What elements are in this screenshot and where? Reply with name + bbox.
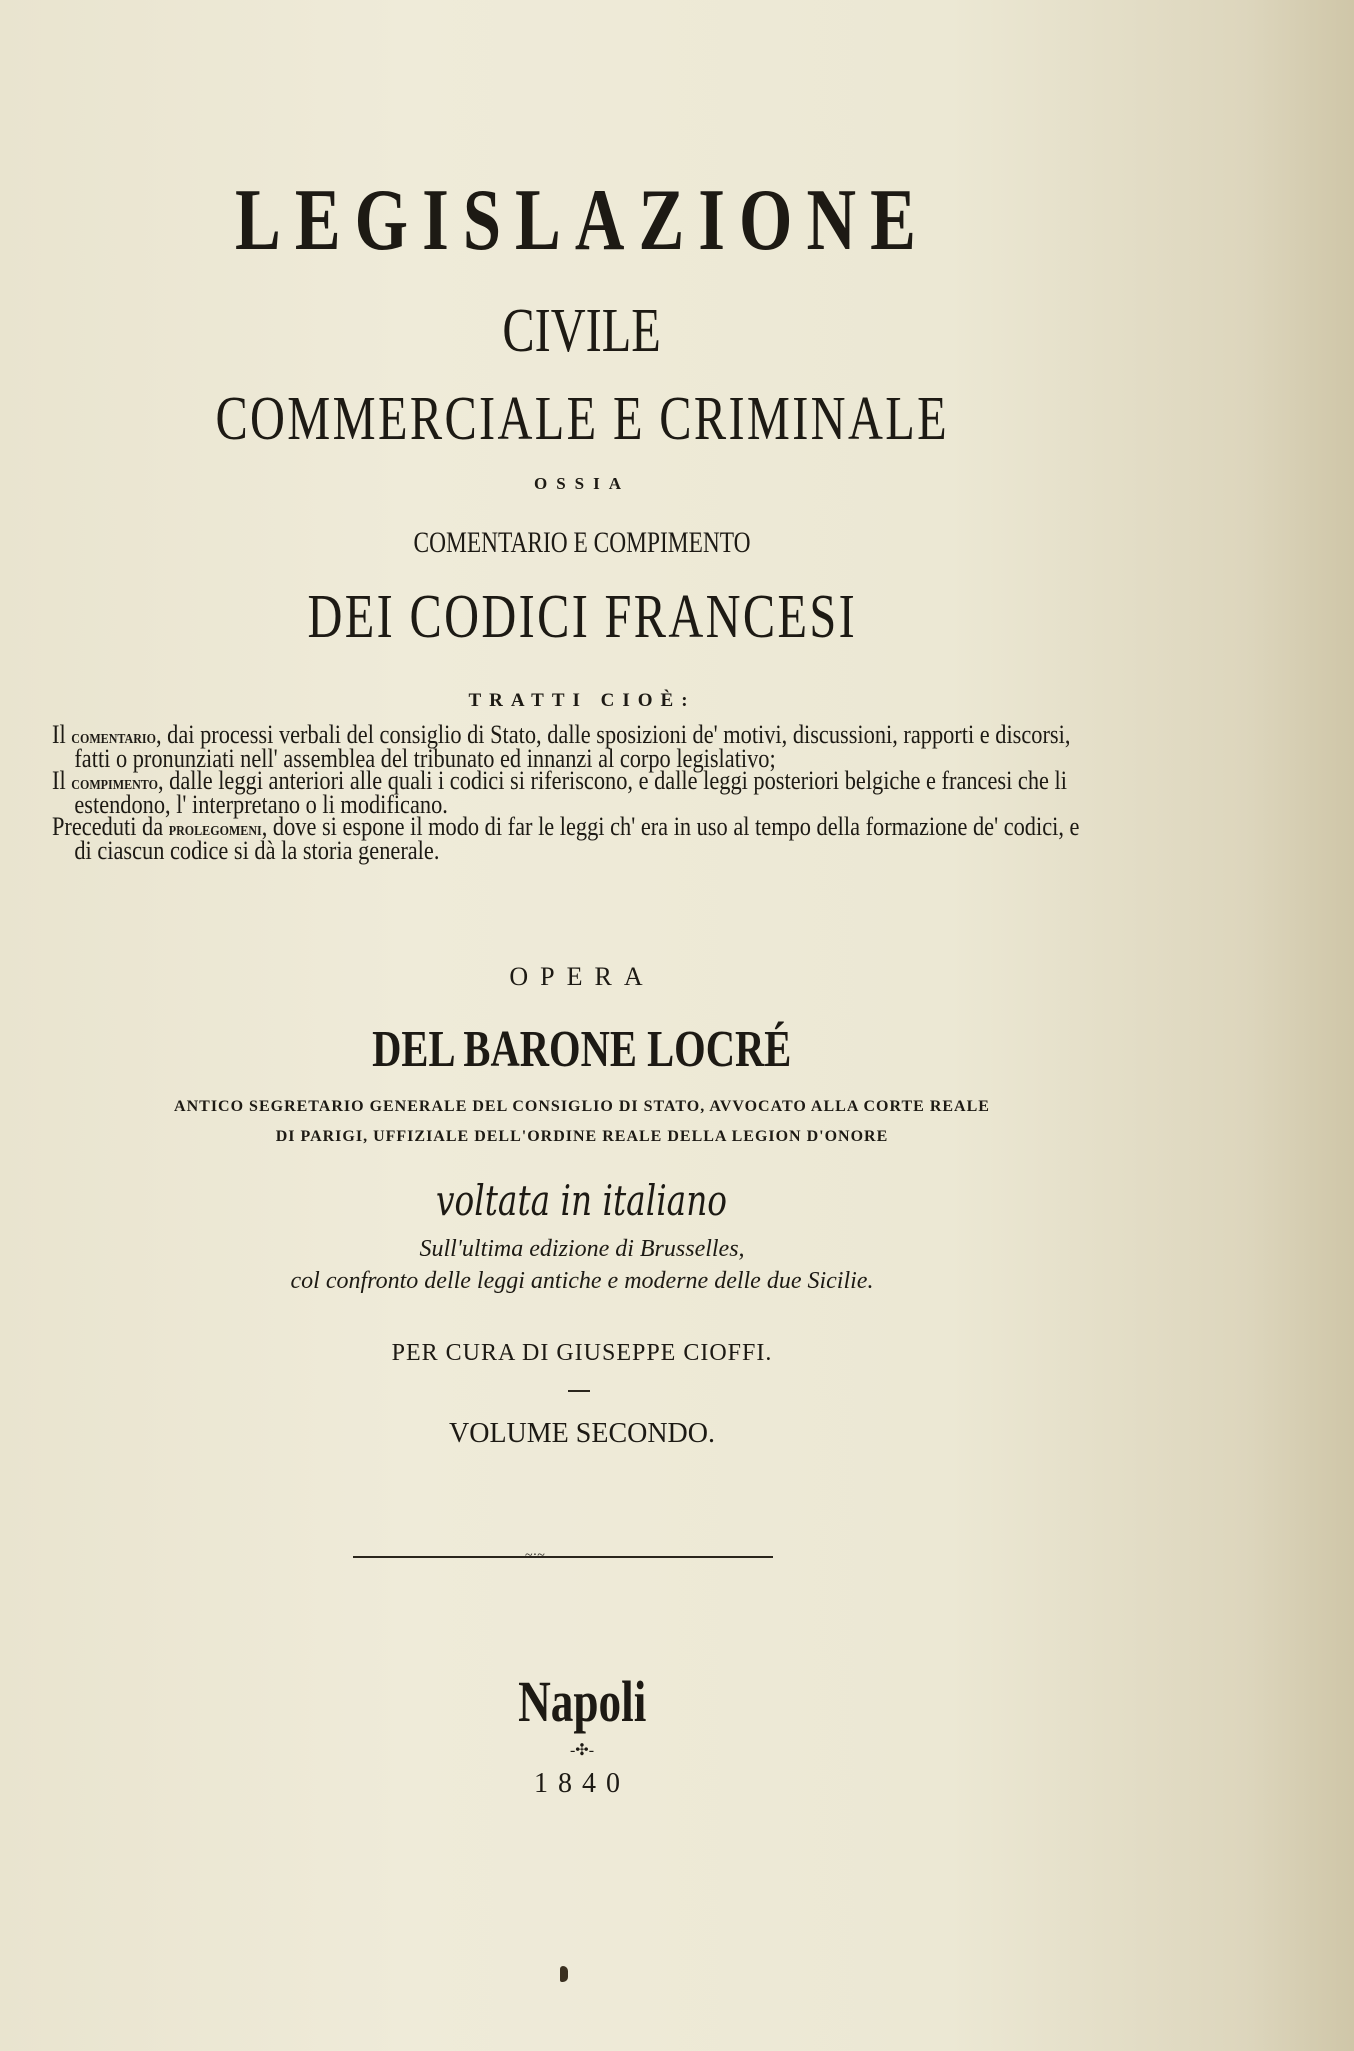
subtitle-codici: DEI CODICI FRANCESI — [307, 583, 857, 651]
title: LEGISLAZIONE — [234, 172, 930, 269]
volume: VOLUME SECONDO. — [449, 1418, 715, 1449]
rule-ornament: ~·~ — [525, 1548, 545, 1563]
subtitle-comentario: COMENTARIO E COMPIMENTO — [413, 526, 751, 559]
year: 1840 — [534, 1768, 630, 1799]
paragraph-prolegomeni: Preceduti da prolegomeni, dove si espone il modo di far le leggi ch' era in uso al tempo della formazione de' codici, e di ciascun codice si dà la storia generale. — [52, 812, 1080, 865]
ossia: OSSIA — [533, 474, 631, 493]
author: DEL BARONE LOCRÉ — [372, 1021, 792, 1078]
tratti-heading: TRATTI CIOÈ: — [468, 690, 696, 711]
signature-mark — [560, 1966, 568, 1982]
paragraph-comentario: Il comentario, dai processi verbali del consiglio di Stato, dalle sposizioni de' motivi, discussioni, rapporti e discorsi, fatti o pronunziati nell' assemblea del tribunato ed innanzi al corpo legislativo; — [52, 720, 1071, 773]
subtitle-civile: CIVILE — [502, 297, 662, 365]
place: Napoli — [517, 1669, 647, 1734]
description-paragraphs — [52, 720, 1092, 865]
paragraph-compimento: Il compimento, dalle leggi anteriori alle quali i codici si riferiscono, e dalle leggi posteriori belgiche e francesi che li estendono, l' interpretano o li modificano. — [52, 766, 1067, 819]
ornamental-rule — [353, 1556, 773, 1558]
subtitle-commerciale: COMMERCIALE E CRIMINALE — [215, 385, 949, 453]
author-title-line: ANTICO SEGRETARIO GENERALE DEL CONSIGLIO DI STATO, AVVOCATO ALLA CORTE REALE — [174, 1098, 990, 1115]
translated-note: voltata in italiano — [436, 1176, 728, 1225]
author-title-line: DI PARIGI, UFFIZIALE DELL'ORDINE REALE DELLA LEGION D'ONORE — [275, 1128, 889, 1145]
editor: PER CURA DI GIUSEPPE CIOFFI. — [391, 1340, 773, 1366]
place-ornament-icon: -✣- — [569, 1742, 595, 1759]
opera-label: OPERA — [509, 962, 655, 991]
edition-line: col confronto delle leggi antiche e moderne delle due Sicilie. — [290, 1268, 874, 1294]
edition-line: Sull'ultima edizione di Brusselles, — [419, 1236, 745, 1262]
divider-dash — [568, 1390, 590, 1392]
